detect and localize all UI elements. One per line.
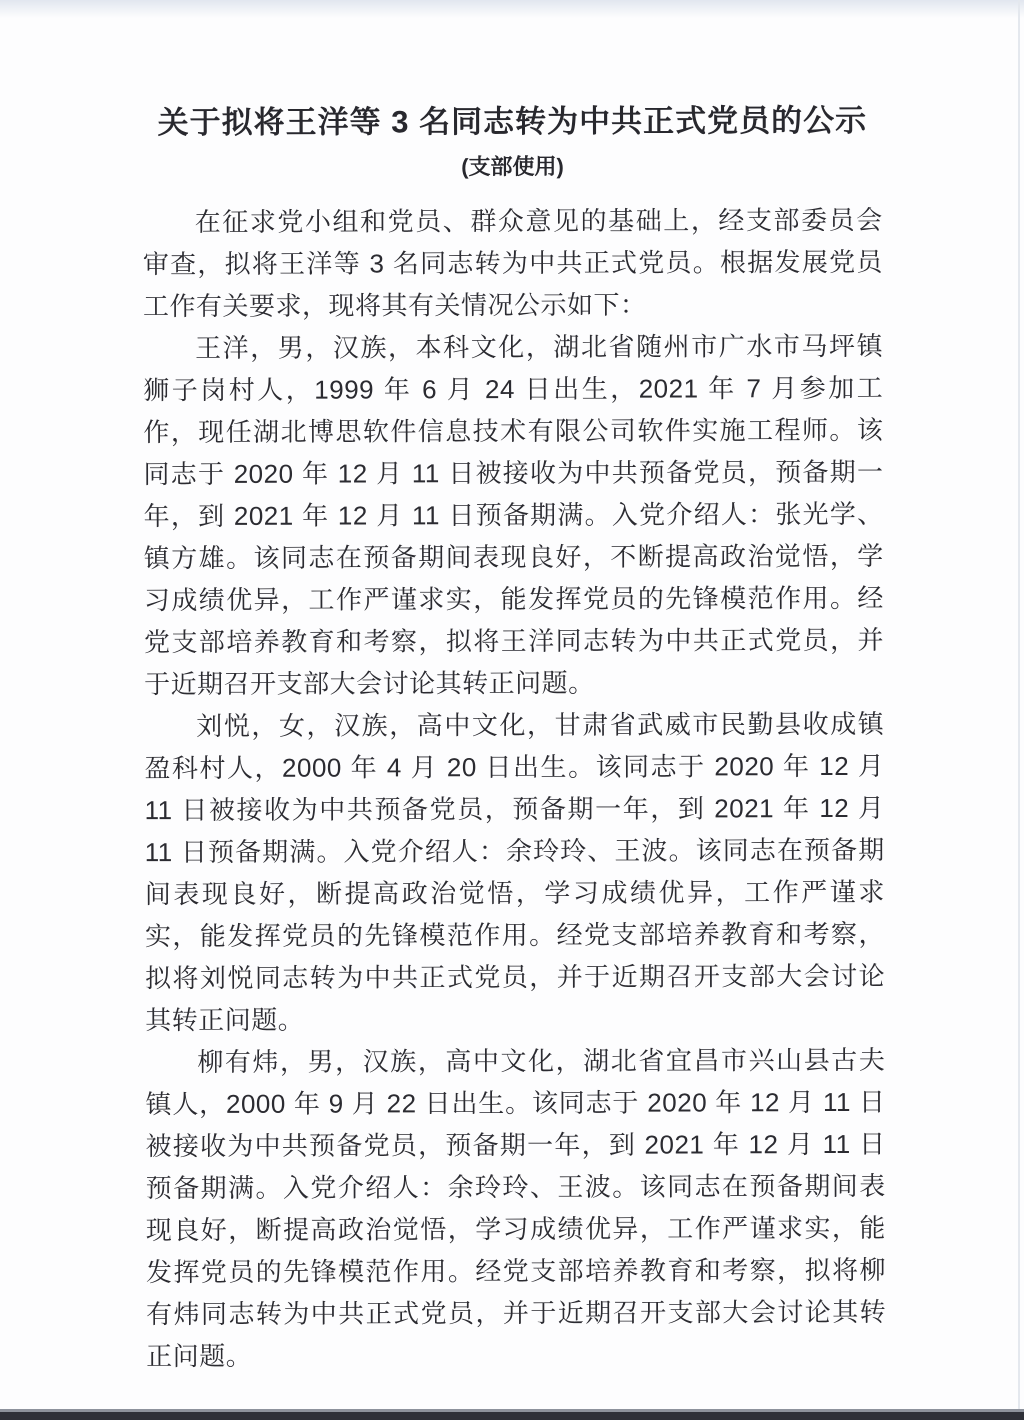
- paragraph-member-wangyang: 王洋，男，汉族，本科文化，湖北省随州市广水市马坪镇狮子岗村人，1999 年 6 月 24 日出生，2021 年 7 月参加工作，现任湖北博思软件信息技术有限公司软件实施工程师。该同志于 2020 年 12 月 11 日被接收为中共预备党员，预备期一年，到 2021 年 12 月 11 日预备期满。入党介绍人：张光学、镇方雄。该同志在预备期间表现良好，不断提高政治觉悟，学习成绩优异，工作严谨求实，能发挥党员的先锋模范作用。经党支部培养教育和考察，拟将王洋同志转为中共正式党员，并于近期召开支部大会讨论其转正问题。: [143, 330, 885, 700]
- paragraph-member-liuyue: 刘悦，女，汉族，高中文化，甘肃省武威市民勤县收成镇盈科村人，2000 年 4 月 20 日出生。该同志于 2020 年 12 月 11 日被接收为中共预备党员，预备期一年，到 2021 年 12 月 11 日预备期满。入党介绍人：余玲玲、王波。该同志在预备期间表现良好，断提高政治觉悟，学习成绩优异，工作严谨求实，能发挥党员的先锋模范作用。经党支部培养教育和考察，拟将刘悦同志转为中共正式党员，并于近期召开支部大会讨论其转正问题。: [144, 708, 886, 1036]
- document-body: [143, 199, 887, 1377]
- paragraph-member-liuyouwei: 柳有炜，男，汉族，高中文化，湖北省宜昌市兴山县古夫镇人，2000 年 9 月 22 日出生。该同志于 2020 年 12 月 11 日被接收为中共预备党员，预备期一年，到 2021 年 12 月 11 日预备期满。入党介绍人：余玲玲、王波。该同志在预备期间表现良好，断提高政治觉悟，学习成绩优异，工作严谨求实，能发挥党员的先锋模范作用。经党支部培养教育和考察，拟将柳有炜同志转为中共正式党员，并于近期召开支部大会讨论其转正问题。: [145, 1044, 887, 1372]
- document-title: 关于拟将王洋等 3 名同志转为中共正式党员的公示: [157, 102, 868, 141]
- scanner-bottom-edge-strip: [0, 1412, 1024, 1420]
- paragraph-intro: 在征求党小组和党员、群众意见的基础上，经支部委员会审查，拟将王洋等 3 名同志转为中共正式党员。根据发展党员工作有关要求，现将其有关情况公示如下：: [142, 204, 883, 322]
- document-subtitle: (支部使用): [461, 153, 564, 180]
